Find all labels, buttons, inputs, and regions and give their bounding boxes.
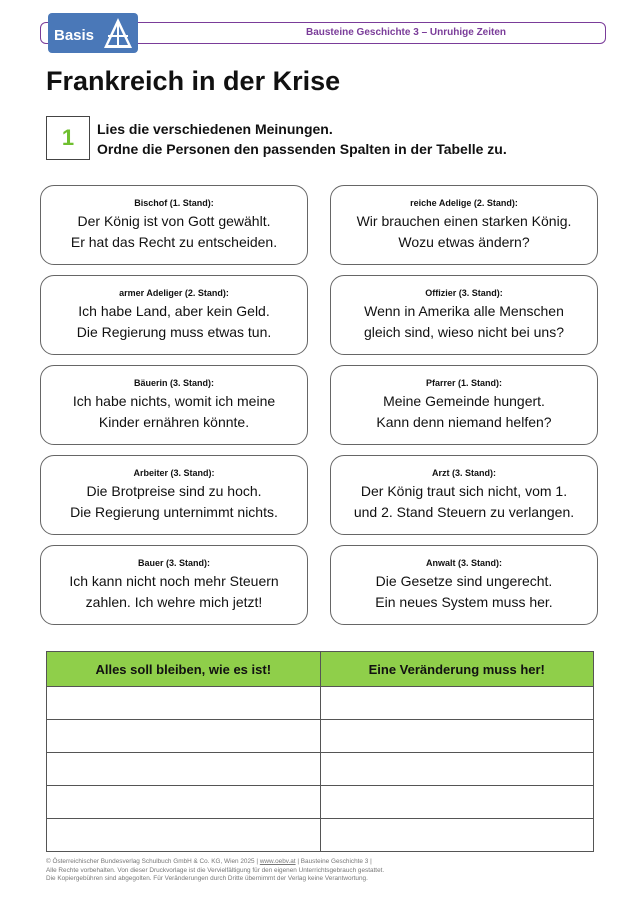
footer-series: | Bausteine Geschichte 3 | [295, 858, 372, 865]
card-role: Anwalt (3. Stand): [426, 558, 502, 568]
triangle-logo-icon [102, 16, 134, 50]
opinion-card [40, 455, 308, 535]
table-cell[interactable] [320, 720, 594, 753]
card-line: Ein neues System muss her. [375, 594, 553, 610]
card-line: Wozu etwas ändern? [398, 234, 530, 250]
table-row [47, 786, 594, 819]
opinion-card [330, 275, 598, 355]
opinion-card [330, 455, 598, 535]
opinion-card [40, 275, 308, 355]
card-role: Arzt (3. Stand): [432, 468, 496, 478]
card-line: Er hat das Recht zu entscheiden. [70, 234, 278, 250]
card-role: Offizier (3. Stand): [425, 288, 503, 298]
card-line: Kann denn niemand helfen? [376, 414, 552, 430]
footer-line1 [46, 858, 606, 867]
card-line: und 2. Stand Steuern zu verlangen. [353, 504, 575, 520]
card-role: reiche Adelige (2. Stand): [410, 198, 518, 208]
card-line: Meine Gemeinde hungert. [383, 393, 545, 409]
card-line: Die Gesetze sind ungerecht. [375, 573, 553, 589]
opinion-card [40, 185, 308, 265]
page-title: Frankreich in der Krise [46, 66, 341, 96]
task-instruction-line2: Ordne die Personen den passenden Spalten in der Tabelle zu. [97, 141, 507, 157]
card-line: Wir brauchen einen starken König. [356, 213, 572, 229]
table-cell[interactable] [320, 819, 594, 852]
card-line: Ich kann nicht noch mehr Steuern [69, 573, 279, 589]
card-line: gleich sind, wieso nicht bei uns? [363, 324, 564, 340]
table-cell[interactable] [47, 720, 321, 753]
card-role: Pfarrer (1. Stand): [425, 378, 503, 388]
table-row [47, 687, 594, 720]
opinion-card [330, 365, 598, 445]
table-header-row [47, 652, 594, 687]
opinion-card [330, 545, 598, 625]
task-instruction-line1: Lies die verschiedenen Meinungen. [97, 121, 333, 137]
card-role: armer Adeliger (2. Stand): [119, 288, 229, 298]
series-title: Bausteine Geschichte 3 – Unruhige Zeiten [305, 27, 507, 38]
publisher-link[interactable]: www.oebv.at [259, 858, 296, 865]
table-row [47, 753, 594, 786]
table-row [47, 720, 594, 753]
opinion-card [40, 365, 308, 445]
table-cell[interactable] [47, 819, 321, 852]
card-role: Arbeiter (3. Stand): [133, 468, 215, 478]
table-cell[interactable] [320, 753, 594, 786]
card-line: Die Regierung muss etwas tun. [76, 324, 272, 340]
card-role: Bauer (3. Stand): [137, 558, 210, 568]
table-cell[interactable] [320, 786, 594, 819]
table-cell[interactable] [47, 786, 321, 819]
task-number: 1 [46, 116, 90, 160]
card-role: Bischof (1. Stand): [134, 198, 214, 208]
card-line: Die Regierung unternimmt nichts. [70, 504, 278, 520]
opinion-card [40, 545, 308, 625]
card-line: Kinder ernähren könnte. [98, 414, 250, 430]
basis-logo [48, 13, 138, 53]
card-line: Der König ist von Gott gewählt. [77, 213, 271, 229]
footer-line2: Alle Rechte vorbehalten. Von dieser Druckvorlage ist die Vervielfältigung für den eigenen Unterrichtsgebrauch gestattet. [46, 866, 385, 874]
table-row [47, 819, 594, 852]
footer-line3: Die Kopiergebühren sind abgegolten. Für Veränderungen durch Dritte übernimmt der Verlag keine Verantwortung. [46, 875, 368, 882]
card-role: Bäuerin (3. Stand): [133, 378, 214, 388]
table-cell[interactable] [47, 687, 321, 720]
card-line: Ich habe nichts, womit ich meine [72, 393, 276, 409]
logo-text: Basis [54, 27, 95, 44]
footer-copyright: © Österreichischer Bundesverlag Schulbuch GmbH & Co. KG, Wien 2025 | [46, 858, 260, 865]
column-header-keep: Alles soll bleiben, wie es ist! [47, 652, 321, 687]
card-line: zahlen. Ich wehre mich jetzt! [85, 594, 263, 610]
table-cell[interactable] [47, 753, 321, 786]
card-line: Ich habe Land, aber kein Geld. [78, 303, 270, 319]
card-line: Die Brotpreise sind zu hoch. [86, 483, 262, 499]
footer [46, 858, 606, 884]
sorting-table [46, 651, 594, 852]
card-line: Der König traut sich nicht, vom 1. [360, 483, 568, 499]
opinion-card [330, 185, 598, 265]
card-line: Wenn in Amerika alle Menschen [364, 303, 564, 319]
table-cell[interactable] [320, 687, 594, 720]
column-header-change: Eine Veränderung muss her! [320, 652, 594, 687]
